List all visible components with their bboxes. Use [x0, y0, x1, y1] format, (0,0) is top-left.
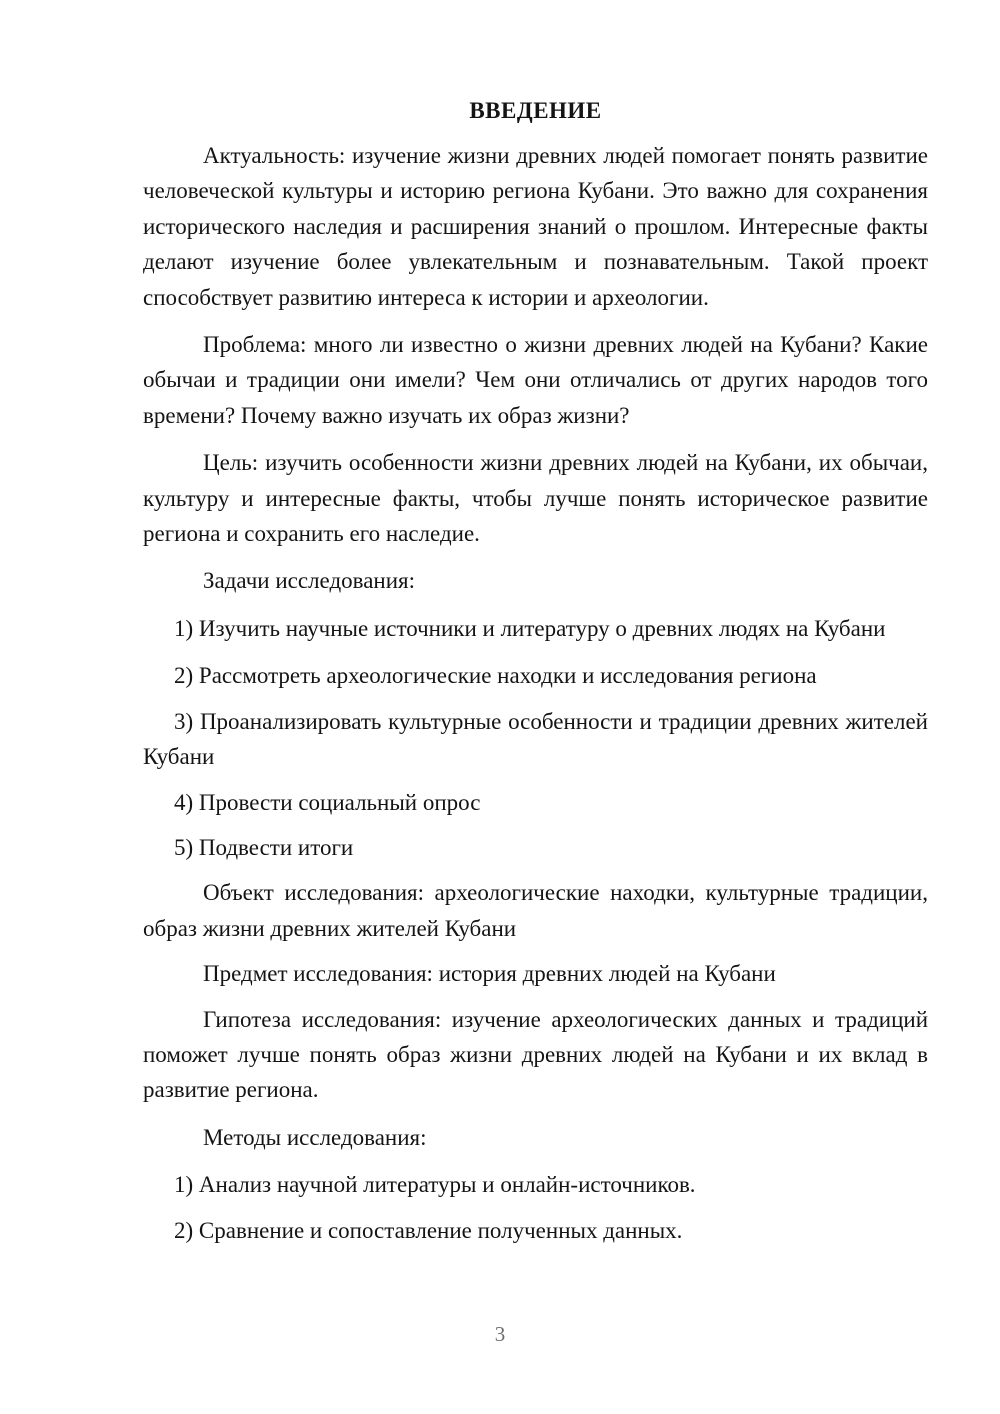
document-page: [143, 96, 928, 1248]
problem-paragraph: Проблема: много ли известно о жизни древних людей на Кубани? Какие обычаи и традиции они имели? Чем они отличались от других народов того времени? Почему важно изучать их образ жизни?: [143, 332, 928, 428]
task-item-4: 4) Провести социальный опрос: [174, 789, 481, 815]
goal-paragraph: Цель: изучить особенности жизни древних людей на Кубани, их обычаи, культуру и интересные факты, чтобы лучше понять историческое развитие региона и сохранить его наследие.: [143, 450, 928, 547]
methods-heading: Методы исследования:: [203, 1124, 427, 1150]
relevance-paragraph: Актуальность: изучение жизни древних людей помогает понять развитие человеческой культуры и историю региона Кубани. Это важно для сохранения исторического наследия и расширения знаний о прошлом. Интересные факты делают изучение более увлекательным и познавательным. Такой проект способствует развитию интереса к истории и археологии.: [143, 143, 928, 310]
task-item-5: 5) Подвести итоги: [174, 834, 354, 860]
tasks-heading: Задачи исследования:: [203, 568, 416, 594]
subject-paragraph: Предмет исследования: история древних людей на Кубани: [203, 961, 776, 987]
section-title: ВВЕДЕНИЕ: [469, 98, 602, 123]
task-item-1: 1) Изучить научные источники и литературу о древних людях на Кубани: [174, 615, 886, 641]
method-item-2: 2) Сравнение и сопоставление полученных данных.: [174, 1217, 683, 1243]
method-item-1: 1) Анализ научной литературы и онлайн-источников.: [174, 1172, 696, 1198]
page-number: 3: [494, 1322, 506, 1346]
object-paragraph: Объект исследования: археологические находки, культурные традиции, образ жизни древних жителей Кубани: [143, 880, 928, 941]
task-item-3: 3) Проанализировать культурные особенности и традиции древних жителей Кубани: [143, 708, 928, 770]
task-item-2: 2) Рассмотреть археологические находки и исследования региона: [174, 663, 817, 689]
hypothesis-paragraph: Гипотеза исследования: изучение археологических данных и традиций поможет лучше понять образ жизни древних людей на Кубани и их вклад в развитие региона.: [143, 1006, 928, 1103]
